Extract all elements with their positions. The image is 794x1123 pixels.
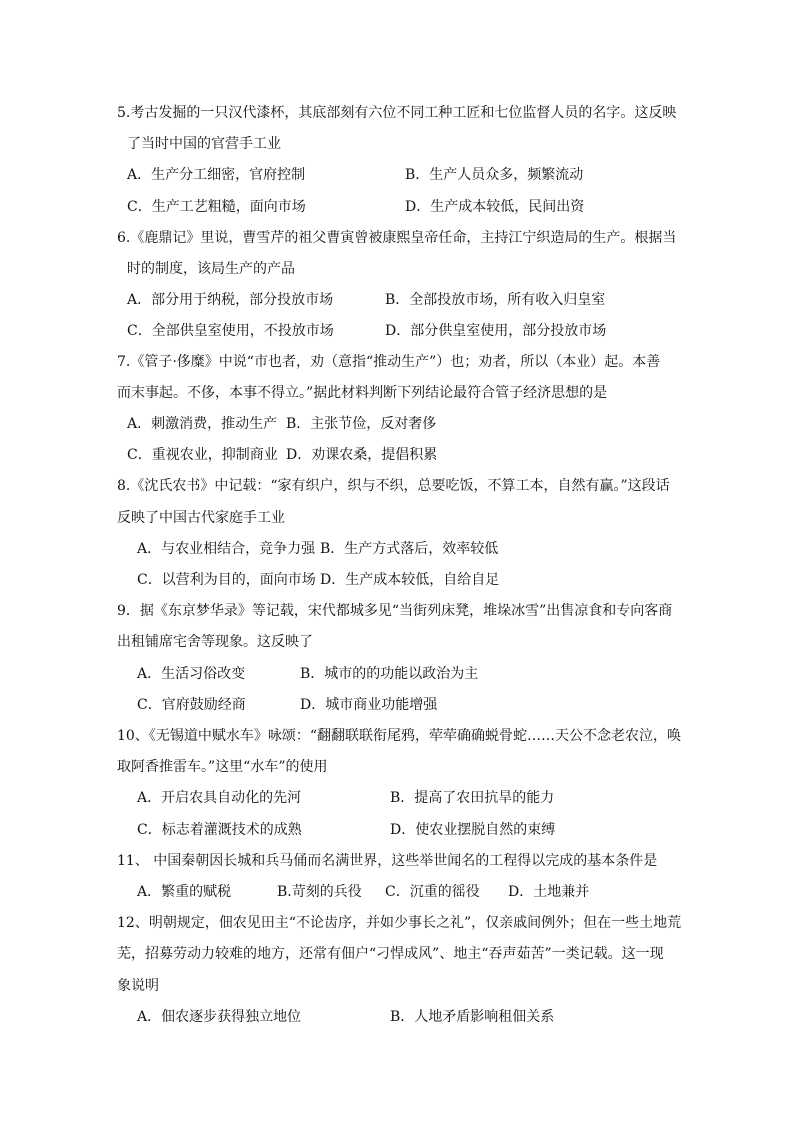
q7-stem-line-1: 7.《管子·侈糜》中说“市也者，劝（意指“推动生产”）也；劝者，所以（本业）起。本善	[117, 354, 661, 370]
q9-stem-line-2: 出租铺席宅舍等现象。这反映了	[117, 634, 313, 650]
q5-stem-line-2: 了当时中国的官营手工业	[127, 136, 281, 152]
q6-option-d: D．部分供皇室使用，部分投放市场	[385, 323, 607, 339]
q8-option-a: A．与农业相结合，竞争力强	[137, 541, 316, 557]
q9-stem-line-1: 9．据《东京梦华录》等记载，宋代都城多见“当街列床凳，堆垛冰雪”出售凉食和专向客商	[117, 603, 673, 619]
q5-stem-line-1: 5.考古发掘的一只汉代漆杯，其底部刻有六位不同工种工匠和七位监督人员的名字。这反映	[117, 105, 677, 121]
q11-option-d: D．土地兼并	[508, 884, 590, 900]
q10-stem-line-1: 10、《无锡道中赋水车》咏颂：“翻翻联联衔尾鸦，荦荦确确蜕骨蛇……天公不念老农泣，唤	[117, 728, 681, 744]
q7-option-d: D．劝课农桑，提倡积累	[286, 447, 438, 463]
q12-stem-line-1: 12、明朝规定，佃农见田主“不论齿序，并如少事长之礼”，仅亲戚间例外；但在一些土地荒	[117, 915, 682, 931]
q11-option-c: C．沉重的徭役	[385, 884, 480, 900]
q12-stem-line-2: 芜，招募劳动力较难的地方，还常有佃户“刁悍成风”、地主“吞声茹苦”一类记载。这一现	[117, 946, 664, 962]
q10-stem-line-2: 取阿香推雷车。”这里“水车”的使用	[117, 759, 328, 775]
q7-option-a: A．刺激消费，推动生产	[127, 416, 278, 432]
q10-option-b: B．提高了农田抗旱的能力	[390, 790, 555, 806]
q6-option-a: A．部分用于纳税，部分投放市场	[127, 292, 334, 308]
q11-option-b: B.苛刻的兵役	[277, 884, 362, 900]
q9-option-b: B．城市的的功能以政治为主	[300, 666, 479, 682]
q8-stem-line-1: 8.《沈氏农书》中记载：“家有织户，织与不织，总要吃饭，不算工本，自然有赢。”这段话	[117, 478, 670, 494]
q8-option-c: C．以营利为目的，面向市场	[137, 572, 316, 588]
q10-option-c: C．标志着灌溉技术的成熟	[137, 822, 302, 838]
q10-option-d: D．使农业摆脱自然的束缚	[390, 822, 556, 838]
q6-stem-line-2: 时的制度，该局生产的产品	[127, 261, 295, 277]
q9-option-c: C．官府鼓励经商	[137, 697, 246, 713]
q7-option-b: B．主张节俭，反对奢侈	[286, 416, 437, 432]
q8-option-b: B．生产方式落后，效率较低	[320, 541, 499, 557]
q6-option-c: C．全部供皇室使用，不投放市场	[127, 323, 334, 339]
q8-stem-line-2: 反映了中国古代家庭手工业	[117, 510, 285, 526]
q5-option-d: D．生产成本较低，民间出资	[405, 199, 585, 215]
q9-option-d: D．城市商业功能增强	[300, 697, 438, 713]
q12-option-a: A．佃农逐步获得独立地位	[137, 1009, 302, 1025]
q10-option-a: A．开启农具自动化的先河	[137, 790, 302, 806]
q8-option-d: D．生产成本较低，自给自足	[320, 572, 500, 588]
q9-option-a: A．生活习俗改变	[137, 666, 246, 682]
q5-option-a: A．生产分工细密，官府控制	[127, 167, 306, 183]
q11-stem-line-1: 11、 中国秦朝因长城和兵马俑而名满世界，这些举世闻名的工程得以完成的基本条件是	[117, 853, 658, 869]
q6-stem-line-1: 6.《鹿鼎记》里说，曹雪芹的祖父曹寅曾被康熙皇帝任命，主持江宁织造局的生产。根据当	[117, 230, 677, 246]
q12-stem-line-3: 象说明	[117, 978, 159, 994]
q11-option-a: A．繁重的赋税	[137, 884, 232, 900]
q12-option-b: B．人地矛盾影响租佃关系	[390, 1009, 555, 1025]
q5-option-b: B．生产人员众多，频繁流动	[405, 167, 584, 183]
q6-option-b: B．全部投放市场，所有收入归皇室	[385, 292, 606, 308]
q5-option-c: C．生产工艺粗糙，面向市场	[127, 199, 306, 215]
q7-option-c: C．重视农业，抑制商业	[127, 447, 278, 463]
q7-stem-line-2: 而末事起。不侈，本事不得立。”据此材料判断下列结论最符合管子经济思想的是	[117, 385, 608, 401]
